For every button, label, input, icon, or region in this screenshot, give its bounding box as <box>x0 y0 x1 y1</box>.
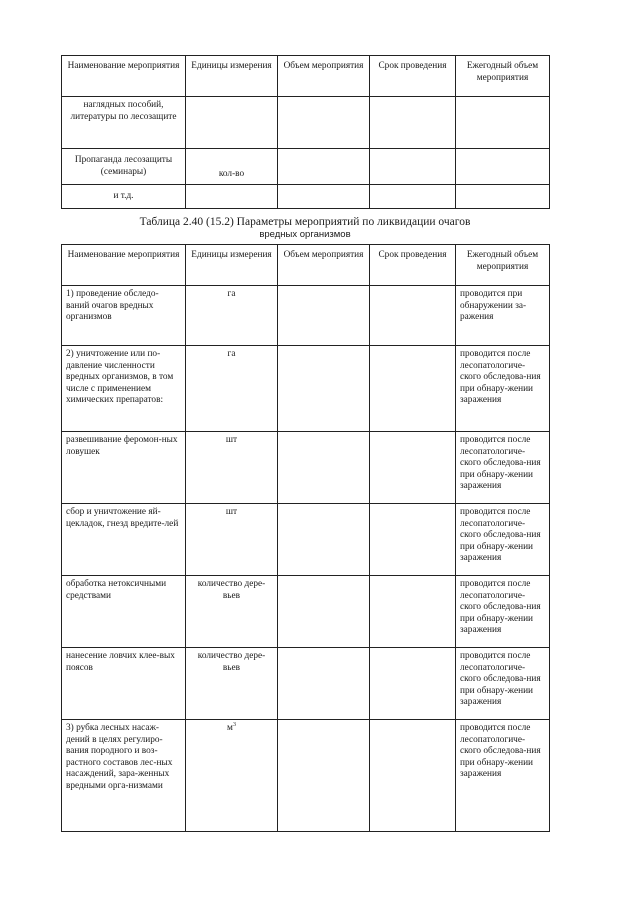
cell-annual: проводится после лесопатологиче-ского обследова-ния при обнару-жении заражения <box>456 432 550 504</box>
cell-term <box>370 185 456 209</box>
table-row <box>62 504 550 576</box>
cell-annual <box>456 149 550 185</box>
cell-unit <box>186 97 278 149</box>
cell-volume <box>278 576 370 648</box>
cell-annual: проводится после лесопатологиче-ского обследова-ния при обнару-жении заражения <box>456 346 550 432</box>
table-row <box>62 149 550 185</box>
header-term: Срок проведения <box>370 245 456 286</box>
cell-unit: га <box>186 286 278 346</box>
cell-volume <box>278 97 370 149</box>
cell-volume <box>278 346 370 432</box>
table-1-header-row <box>62 56 550 97</box>
table-row <box>62 97 550 149</box>
table-2-header-row <box>62 245 550 286</box>
table-row <box>62 185 550 209</box>
cell-name: 3) рубка лесных насаж-дений в целях регулиро-вания породного и воз-растного составов лес-ных насаждений, зара-женных вредными орга-низмами <box>62 720 186 832</box>
cell-volume <box>278 504 370 576</box>
header-annual: Ежегодный объем мероприятия <box>456 56 550 97</box>
cell-unit: шт <box>186 432 278 504</box>
cell-name: и т.д. <box>62 185 186 209</box>
cell-term <box>370 97 456 149</box>
table-row <box>62 346 550 432</box>
cell-term <box>370 648 456 720</box>
header-annual: Ежегодный объем мероприятия <box>456 245 550 286</box>
cell-unit <box>186 720 278 832</box>
cell-volume <box>278 149 370 185</box>
unit-text: м <box>227 723 233 733</box>
table-1 <box>61 55 550 209</box>
cell-annual: проводится после лесопатологиче-ского обследова-ния при обнару-жении заражения <box>456 648 550 720</box>
cell-term <box>370 432 456 504</box>
cell-volume <box>278 648 370 720</box>
header-unit: Единицы измерения <box>186 245 278 286</box>
cell-unit <box>186 185 278 209</box>
header-unit: Единицы измерения <box>186 56 278 97</box>
cell-name: нанесение ловчих клее-вых поясов <box>62 648 186 720</box>
cell-term <box>370 576 456 648</box>
header-name: Наименование мероприятия <box>62 245 186 286</box>
cell-annual: проводится после лесопатологиче-ского обследова-ния при обнару-жении заражения <box>456 504 550 576</box>
cell-annual <box>456 97 550 149</box>
table-row <box>62 286 550 346</box>
unit-superscript: 3 <box>232 721 236 728</box>
table-row <box>62 576 550 648</box>
cell-name: сбор и уничтожение яй-цекладок, гнезд вредите-лей <box>62 504 186 576</box>
cell-annual: проводится после лесопатологиче-ского обследова-ния при обнару-жении заражения <box>456 720 550 832</box>
cell-term <box>370 346 456 432</box>
cell-annual: проводится при обнаружении за-ражения <box>456 286 550 346</box>
cell-term <box>370 149 456 185</box>
cell-name: Пропаганда лесозащиты (семинары) <box>62 149 186 185</box>
table-caption-title: Таблица 2.40 (15.2) Параметры мероприятий по ликвидации очагов <box>139 216 471 228</box>
cell-volume <box>278 432 370 504</box>
cell-volume <box>278 185 370 209</box>
header-name: Наименование мероприятия <box>62 56 186 97</box>
cell-annual <box>456 185 550 209</box>
cell-name: 1) проведение обследо-ваний очагов вредных организмов <box>62 286 186 346</box>
cell-term <box>370 504 456 576</box>
cell-annual: проводится после лесопатологиче-ского обследова-ния при обнару-жении заражения <box>456 576 550 648</box>
header-term: Срок проведения <box>370 56 456 97</box>
cell-unit: кол-во <box>186 149 278 185</box>
cell-unit: количество дере-вьев <box>186 648 278 720</box>
table-caption-subtitle: вредных организмов <box>259 229 351 240</box>
cell-volume <box>278 720 370 832</box>
table-row <box>62 432 550 504</box>
cell-unit: шт <box>186 504 278 576</box>
cell-unit: количество дере-вьев <box>186 576 278 648</box>
header-volume: Объем мероприятия <box>278 56 370 97</box>
cell-name: 2) уничтожение или по-давление численности вредных организмов, в том числе с применением химических препаратов: <box>62 346 186 432</box>
table-row <box>62 720 550 832</box>
cell-name: наглядных пособий, литературы по лесозащите <box>62 97 186 149</box>
cell-term <box>370 286 456 346</box>
cell-unit: га <box>186 346 278 432</box>
table-2 <box>61 244 550 832</box>
cell-term <box>370 720 456 832</box>
cell-name: развешивание феромон-ных ловушек <box>62 432 186 504</box>
cell-volume <box>278 286 370 346</box>
table-row <box>62 648 550 720</box>
header-volume: Объем мероприятия <box>278 245 370 286</box>
cell-name: обработка нетоксичными средствами <box>62 576 186 648</box>
